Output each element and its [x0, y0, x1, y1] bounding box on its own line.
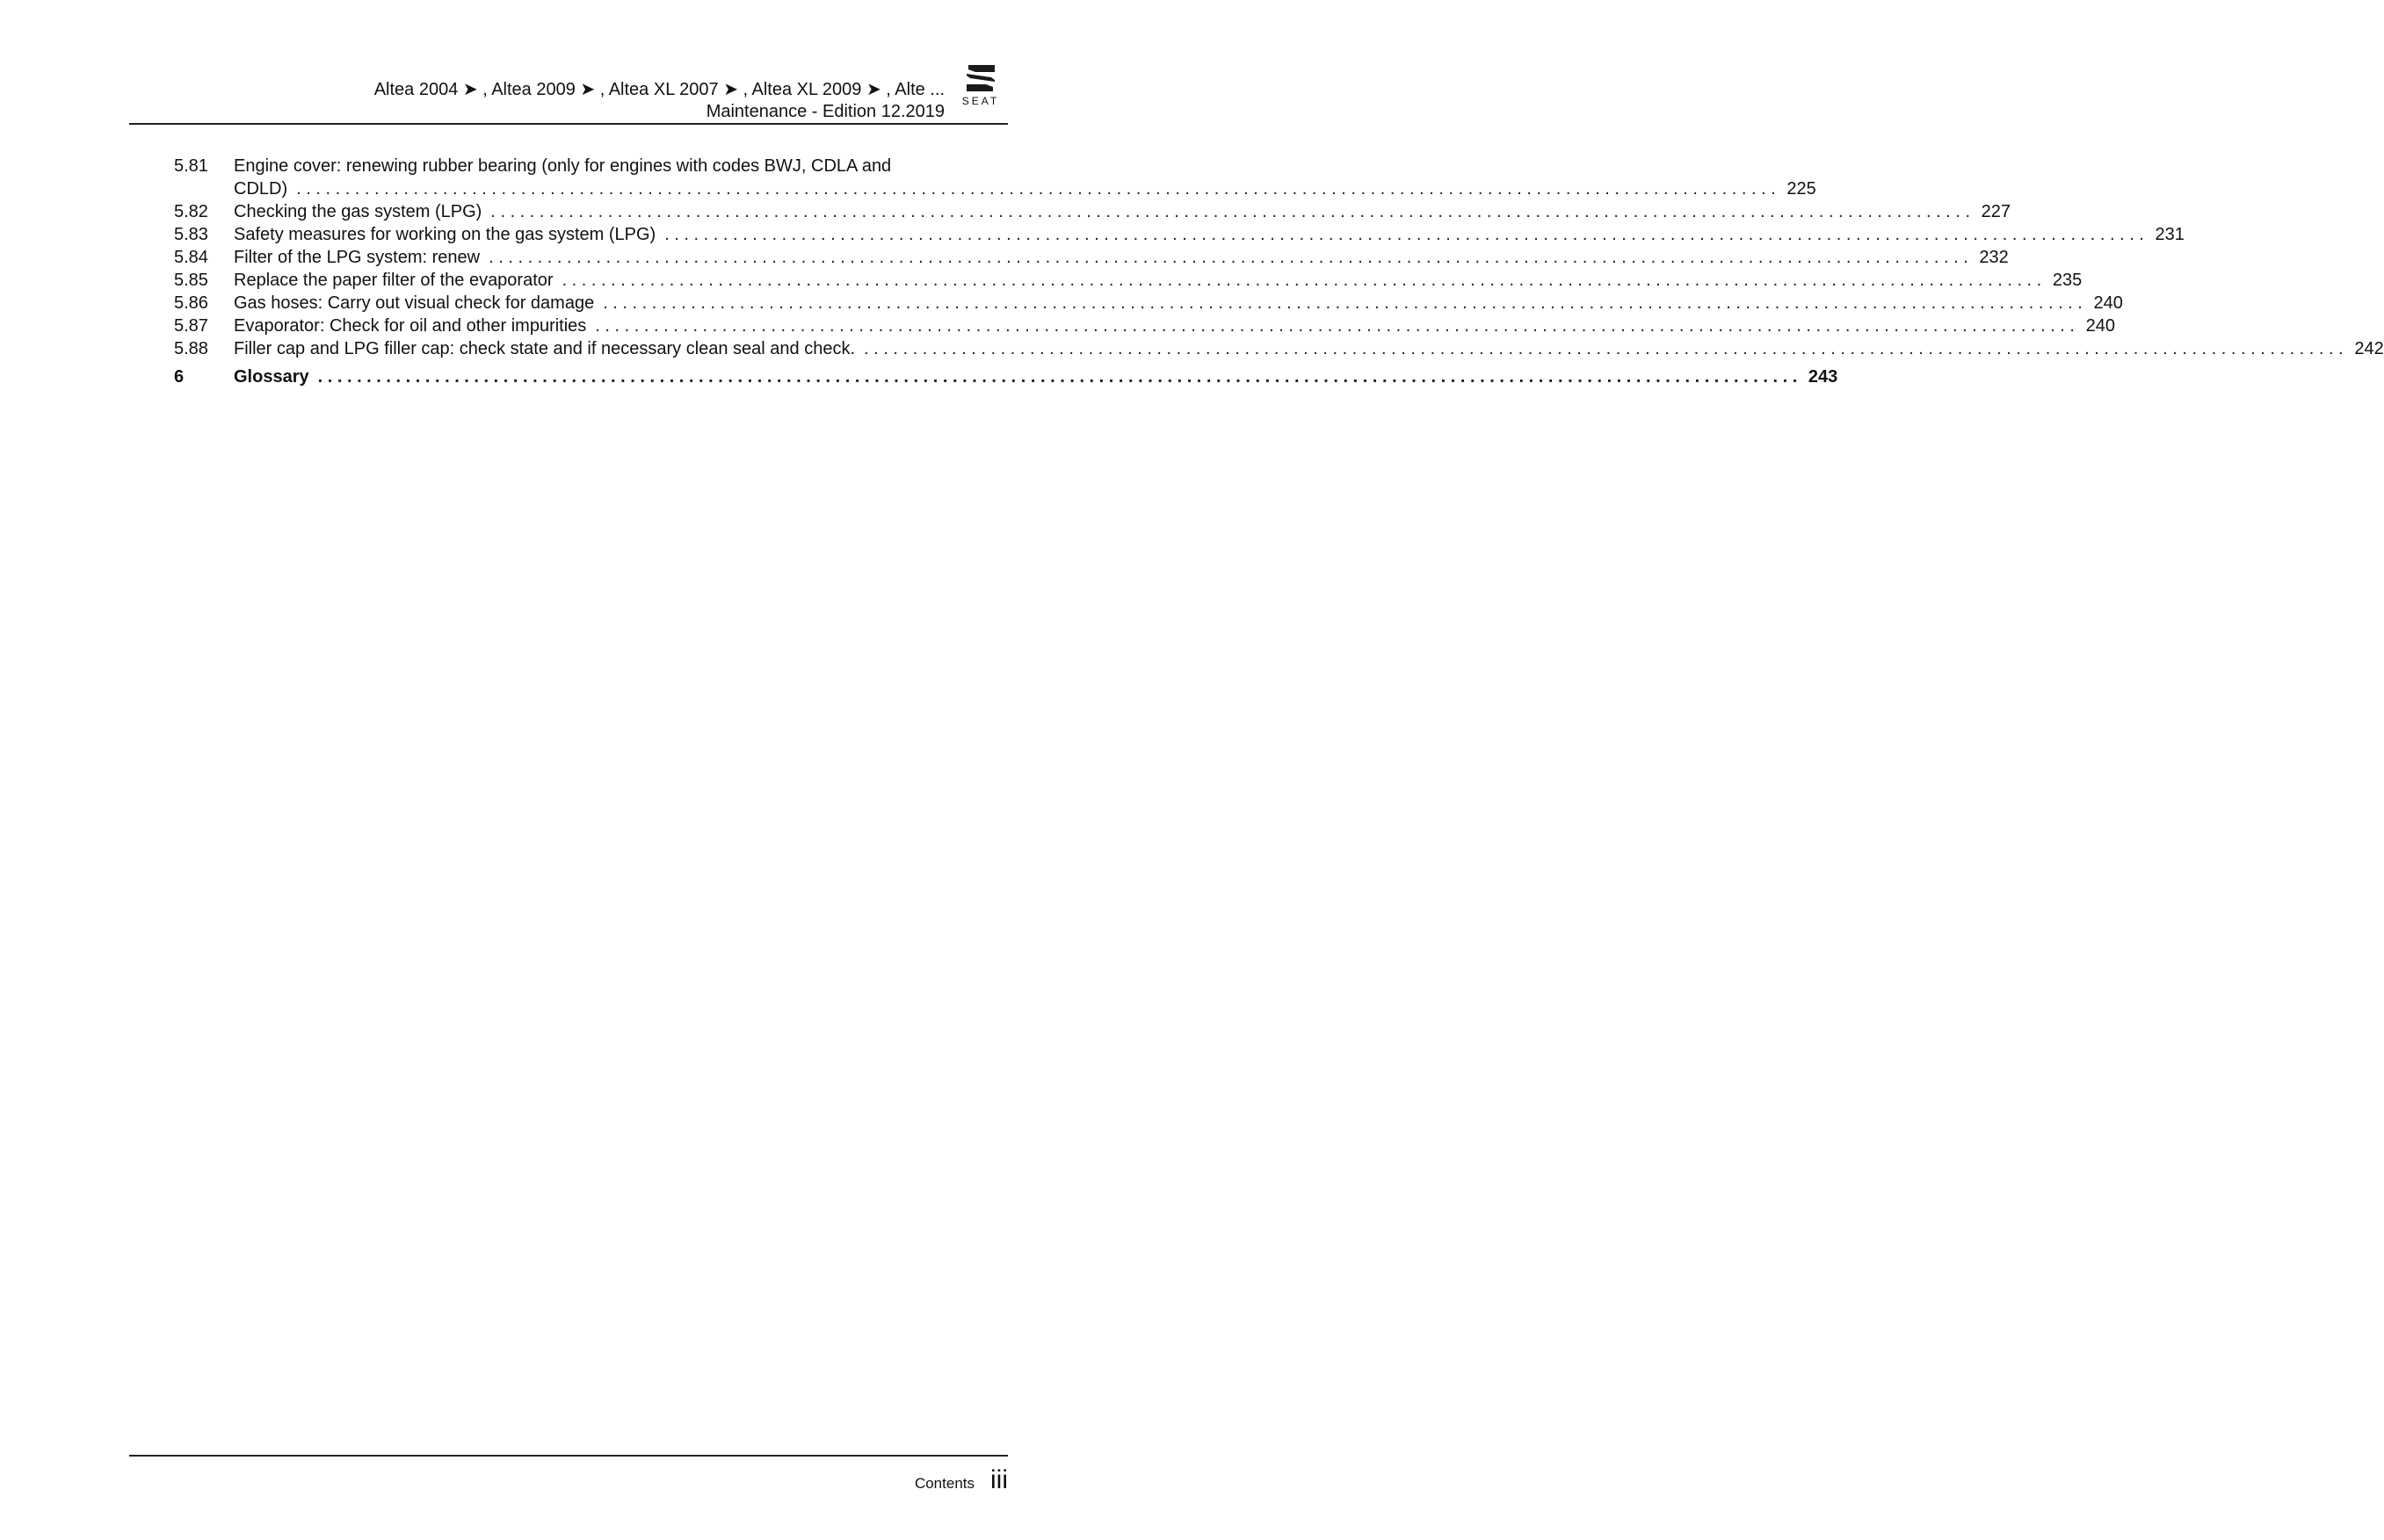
- toc-chapter-page: 243: [1808, 367, 1838, 387]
- toc-chapter-entry[interactable]: [174, 365, 1838, 388]
- toc-leader-dots: [296, 177, 1776, 200]
- toc-entry-page: 231: [2155, 225, 2185, 244]
- toc-chapter-title: Glossary: [234, 367, 309, 387]
- toc-leader-dots: [864, 337, 2344, 360]
- toc-leader-dots: [664, 223, 2144, 246]
- toc-entry-number: 5.83: [174, 225, 208, 244]
- seat-logo: [953, 65, 1008, 109]
- toc-entry[interactable]: [174, 155, 1816, 200]
- footer-page-number: iii: [990, 1465, 1008, 1494]
- seat-s-logo-icon: [965, 65, 996, 91]
- footer-divider: [129, 1455, 1008, 1457]
- logo-wordmark: SEAT: [961, 95, 1000, 107]
- toc-leader-dots: [318, 365, 1798, 388]
- toc-entry-number: 5.88: [174, 339, 208, 358]
- toc-entry-title: Filter of the LPG system: renew: [234, 248, 481, 267]
- toc-leader-dots: [603, 292, 2083, 315]
- toc-leader-dots: [562, 269, 2042, 292]
- header-divider: [129, 123, 1008, 125]
- toc-entry-page: 232: [1979, 248, 2009, 267]
- toc-entry-page: 242: [2354, 339, 2384, 358]
- toc-entry[interactable]: [174, 200, 2011, 223]
- toc-entry[interactable]: [174, 292, 2123, 315]
- footer-section-label: Contents: [914, 1475, 975, 1492]
- toc-entry-number: 5.87: [174, 316, 208, 336]
- toc-entry[interactable]: [174, 269, 2083, 292]
- toc-leader-dots: [489, 246, 1968, 269]
- toc-entry[interactable]: [174, 315, 2115, 337]
- toc-entry-page: 240: [2093, 293, 2123, 313]
- toc-entry[interactable]: [174, 223, 2185, 246]
- toc-leader-dots: [490, 200, 1970, 223]
- toc-chapter-number: 6: [174, 367, 185, 387]
- toc-entry-title: Checking the gas system (LPG): [234, 202, 482, 221]
- toc-entry-title: Replace the paper filter of the evaporator: [234, 271, 554, 290]
- toc-entry-title-continued: CDLD): [234, 179, 288, 199]
- toc-entry-number: 5.85: [174, 271, 208, 290]
- toc-entry-page: 235: [2052, 271, 2083, 290]
- page-header: [129, 61, 1008, 125]
- toc-entry-title: Gas hoses: Carry out visual check for damage: [234, 293, 595, 313]
- toc-entry-page: 225: [1786, 179, 1816, 199]
- toc-entry-page: 240: [2085, 316, 2115, 336]
- toc-entry[interactable]: [174, 246, 2009, 269]
- toc-entry-number: 5.86: [174, 293, 208, 313]
- toc-entry-title: Filler cap and LPG filler cap: check state and if necessary clean seal and check.: [234, 339, 856, 358]
- header-text: [374, 79, 945, 123]
- toc-entry-page: 227: [1981, 202, 2011, 221]
- header-edition-line: Maintenance - Edition 12.2019: [706, 102, 945, 121]
- toc-leader-dots: [595, 315, 2075, 337]
- toc-entry-number: 5.82: [174, 202, 208, 221]
- header-models-line: Altea 2004 ➤ , Altea 2009 ➤ , Altea XL 2007 ➤ , Altea XL 2009 ➤ , Alte ...: [373, 80, 945, 99]
- page-footer: [915, 1465, 1008, 1495]
- toc-entry[interactable]: [174, 337, 2384, 360]
- toc-entry-number: 5.84: [174, 248, 208, 267]
- toc-entry-number: 5.81: [174, 156, 208, 176]
- table-of-contents: [174, 155, 2384, 388]
- toc-entry-title: Engine cover: renewing rubber bearing (only for engines with codes BWJ, CDLA and: [234, 156, 892, 176]
- toc-entry-title: Safety measures for working on the gas system (LPG): [234, 225, 656, 244]
- toc-entry-title: Evaporator: Check for oil and other impurities: [234, 316, 587, 336]
